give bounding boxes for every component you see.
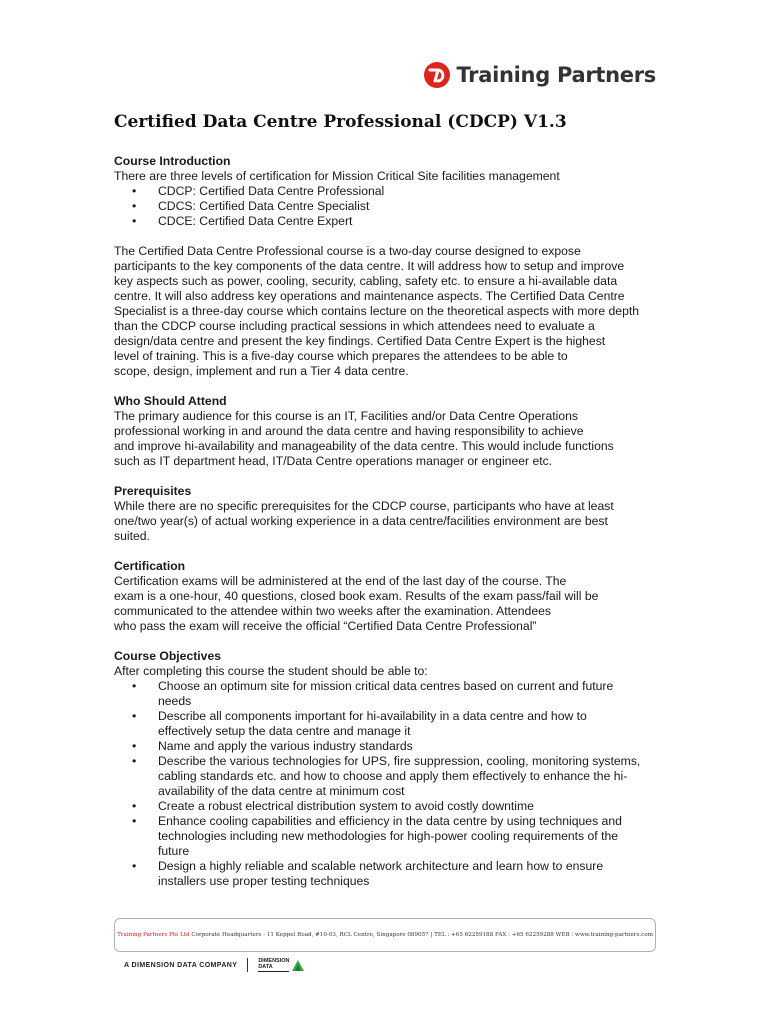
section-course-objectives <box>114 649 654 889</box>
dimension-data-logo-text <box>258 958 289 972</box>
text-line: level of training. This is a five-day course which prepares the attendees to be able to <box>114 349 568 363</box>
text-line: effectively setup the data centre and manage it <box>158 724 411 738</box>
footer-divider <box>247 958 248 972</box>
text-line: and improve hi-availability and manageability of the data centre. This would include functions <box>114 439 614 453</box>
text-line: participants to the key components of the data centre. It will address how to setup and improve <box>114 259 625 273</box>
text-line: availability of the data centre at minimum cost <box>158 784 405 798</box>
footer-address-box <box>114 918 656 952</box>
text-line: suited. <box>114 529 150 543</box>
logo-line: DIMENSION <box>258 958 290 964</box>
list-item: • CDCS: Certified Data Centre Specialist <box>158 199 654 214</box>
footer-tagline: A DIMENSION DATA COMPANY <box>124 961 238 969</box>
list-item: • CDCE: Certified Data Centre Expert <box>158 214 654 229</box>
text-line: Name and apply the various industry standards <box>158 739 413 753</box>
text-line: technologies including new methodologies for high-power cooling requirements of the <box>158 829 619 843</box>
section-heading: Course Objectives <box>114 649 222 663</box>
section-heading: Who Should Attend <box>114 394 227 408</box>
header-logo <box>424 62 656 88</box>
footer-address <box>117 932 653 938</box>
text-line: who pass the exam will receive the official “Certified Data Centre Professional” <box>114 619 537 633</box>
text-line: Create a robust electrical distribution system to avoid costly downtime <box>158 799 534 813</box>
logo-text: Training Partners <box>456 63 656 87</box>
text-line: needs <box>158 694 192 708</box>
section-who-should-attend <box>114 394 654 469</box>
section-course-introduction <box>114 154 654 379</box>
text-line: communicated to the attendee within two weeks after the examination. Attendees <box>114 604 551 618</box>
dimension-data-triangle-icon <box>292 960 304 971</box>
objectives-intro: After completing this course the student should be able to: <box>114 664 428 678</box>
text-line: Enhance cooling capabilities and efficiency in the data centre by using techniques and <box>158 814 622 828</box>
text-line: scope, design, implement and run a Tier 4 data centre. <box>114 364 409 378</box>
objectives-list <box>114 679 654 889</box>
intro-paragraph <box>114 244 654 379</box>
list-item: • CDCP: Certified Data Centre Professional <box>158 184 654 199</box>
list-item <box>158 754 654 799</box>
text-line: key aspects such as power, cooling, security, cabling, safety etc. to ensure a hi-available data <box>114 274 618 288</box>
text-line: The primary audience for this course is an IT, Facilities and/or Data Centre Operations <box>114 409 579 423</box>
text-line: cabling standards etc. and how to choose and apply them effectively to enhance the hi- <box>158 769 628 783</box>
text-line: Describe the various technologies for UPS, fire suppression, cooling, monitoring systems, <box>158 754 641 768</box>
text-line: Design a highly reliable and scalable network architecture and learn how to ensure <box>158 859 604 873</box>
section-heading: Course Introduction <box>114 154 231 168</box>
list-item <box>158 814 654 859</box>
text-line: While there are no specific prerequisites for the CDCP course, participants who have at least <box>114 499 614 513</box>
text-line: Choose an optimum site for mission critical data centres based on current and future <box>158 679 614 693</box>
text-line: design/data centre and present the key findings. Certified Data Centre Expert is the highest <box>114 334 606 348</box>
logo-line: DATA <box>258 964 273 970</box>
section-certification <box>114 559 654 634</box>
text-line: installers use proper testing techniques <box>158 874 370 888</box>
text-line: The Certified Data Centre Professional course is a two-day course designed to expose <box>114 244 581 258</box>
intro-text: There are three levels of certification for Mission Critical Site facilities management <box>114 169 560 183</box>
attend-paragraph <box>114 409 654 469</box>
text-line: professional working in and around the data centre and having responsibility to achieve <box>114 424 584 438</box>
text-line: future <box>158 844 190 858</box>
section-heading: Certification <box>114 559 186 573</box>
training-partners-logo-icon <box>424 62 450 88</box>
document-title: Certified Data Centre Professional (CDCP) V1.3 <box>114 112 567 132</box>
text-line: such as IT department head, IT/Data Centre operations manager or engineer etc. <box>114 454 553 468</box>
list-item <box>158 679 654 709</box>
text-line: centre. It will also address key operations and maintenance aspects. The Certified Data Centre <box>114 289 625 303</box>
footer-company-name: Training Partners Pte Ltd <box>117 932 190 938</box>
text-line: Describe all components important for hi-availability in a data centre and how to <box>158 709 587 723</box>
list-item <box>158 739 654 754</box>
text-line: Specialist is a three-day course which contains lecture on the theoretical aspects with more depth <box>114 304 640 318</box>
list-item <box>158 709 654 739</box>
text-line: than the CDCP course including practical sessions in which attendees need to evaluate a <box>114 319 595 333</box>
footer-contact-details: Corporate Headquarters - 11 Keppel Road, #10-03, RCL Centre, Singapore 089057 | TEL : +65 62259188 FAX : +65 62259288 WEB : www.training-partners.com <box>189 932 653 938</box>
section-heading: Prerequisites <box>114 484 192 498</box>
certification-paragraph <box>114 574 654 634</box>
dimension-data-logo <box>258 958 304 972</box>
list-item <box>158 859 654 889</box>
list-item <box>158 799 654 814</box>
certification-levels-list <box>114 184 654 229</box>
section-prerequisites <box>114 484 654 544</box>
document-body <box>114 112 654 889</box>
dimension-data-footer <box>124 958 304 972</box>
text-line: one/two year(s) of actual working experience in a data centre/facilities environment are best <box>114 514 608 528</box>
prereq-paragraph <box>114 499 654 544</box>
text-line: exam is a one-hour, 40 questions, closed book exam. Results of the exam pass/fail will be <box>114 589 599 603</box>
text-line: Certification exams will be administered at the end of the last day of the course. The <box>114 574 567 588</box>
